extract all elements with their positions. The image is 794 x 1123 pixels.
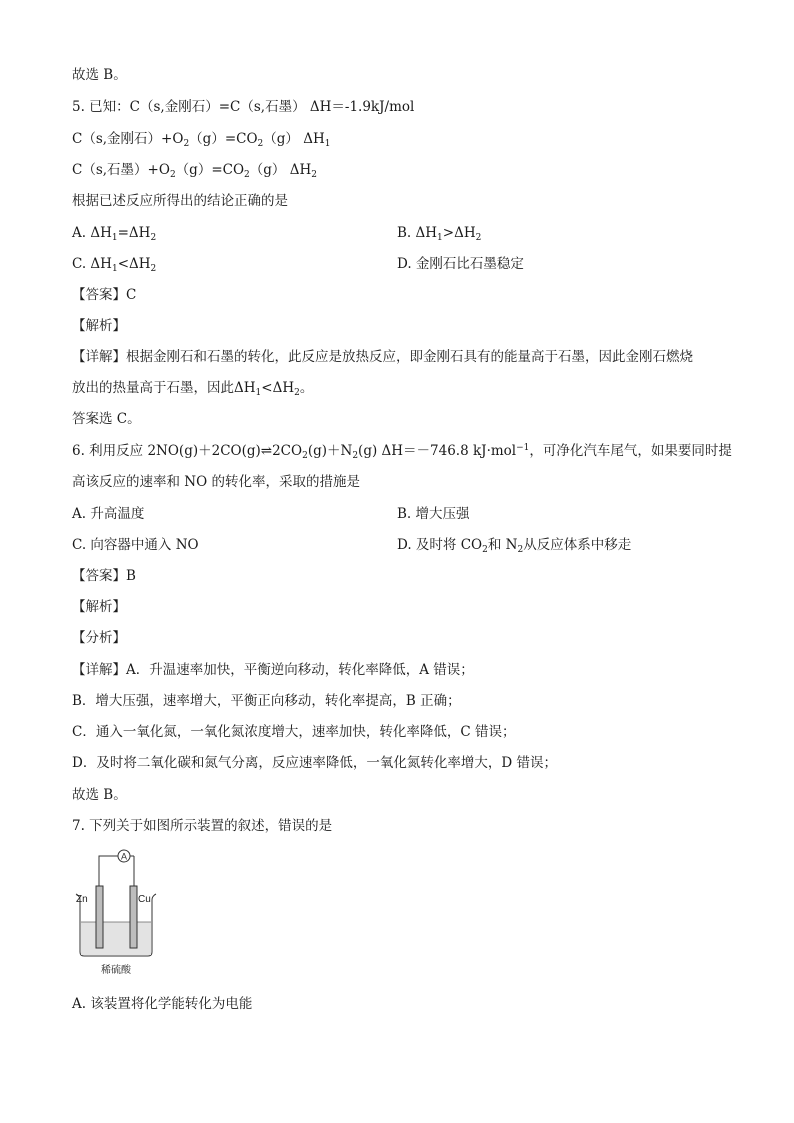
prev-answer-line: 故选 B。 (72, 67, 127, 83)
q6-option-c: C. 向容器中通入 NO (72, 537, 199, 553)
q6-analysis-heading: 【解析】 (72, 599, 126, 615)
q5-analysis-heading: 【解析】 (72, 318, 126, 334)
q6-detail-d: D．及时将二氧化碳和氮气分离，反应速率降低，一氧化氮转化率增大，D 错误； (72, 755, 557, 771)
solution-label: 稀硫酸 (101, 965, 131, 976)
q6-detail-c: C．通入一氧化氮，一氧化氮浓度增大，速率加快，转化率降低，C 错误； (72, 724, 516, 740)
q6-option-b: B. 增大压强 (397, 506, 470, 522)
q5-option-d: D. 金刚石比石墨稳定 (397, 256, 524, 272)
q6-answer: 【答案】B (72, 568, 136, 584)
q5-final-answer: 答案选 C。 (72, 411, 141, 427)
q6-fenxi-heading: 【分析】 (72, 630, 126, 646)
galvanic-cell-figure (72, 842, 162, 982)
q5-question: 根据已述反应所得出的结论正确的是 (72, 193, 288, 209)
zinc-electrode (96, 886, 103, 948)
cu-label: Cu (138, 894, 151, 905)
q6-stem-line-2: 高该反应的速率和 NO 的转化率，采取的措施是 (72, 474, 360, 490)
q5-option-a: A. $\Delta H_1=\Delta H_2$ (72, 225, 157, 243)
q6-option-d: D. 及时将 $CO_2$和 $N_2$从反应体系中移走 (397, 537, 632, 555)
ammeter-label: A (120, 851, 128, 862)
q5-stem: 5. 已知：C（s,金刚石）=C（s,石墨） ΔH＝-1.9kJ/mol (72, 99, 415, 115)
q5-option-c: C. $\Delta H_1<\Delta H_2$ (72, 256, 157, 274)
galvanic-cell-diagram (72, 842, 162, 982)
q7-option-a: A. 该装置将化学能转化为电能 (72, 996, 253, 1012)
q5-answer: 【答案】C (72, 287, 137, 303)
q5-equation-1: C（s,金刚石）$+O_2(g)=CO_2(g)$ $\Delta H_1$ (72, 131, 331, 149)
q6-option-a: A. 升高温度 (72, 506, 145, 522)
q5-option-b: B. $\Delta H_1>\Delta H_2$ (397, 225, 482, 243)
q7-stem: 7. 下列关于如图所示装置的叙述，错误的是 (72, 818, 333, 834)
q5-equation-2: C（s,石墨）$+O_2(g)=CO_2(g)$ $\Delta H_2$ (72, 162, 317, 180)
wire-left (99, 856, 118, 886)
copper-electrode (130, 886, 137, 948)
q6-stem-line-1: 6. 利用反应 $2NO(g)+2CO(g)\rightleftharpoons 2CO_2(g)+N_2(g)$ ΔH＝－746.8 kJ·mol$^{-1}$，可净化汽车尾气，如果要同时提 (72, 443, 732, 461)
q5-detail-line-1: 【详解】根据金刚石和石墨的转化，此反应是放热反应，即金刚石具有的能量高于石墨，因此金刚石燃烧 (72, 349, 693, 365)
q5-detail-line-2: 放出的热量高于石墨，因此$\Delta H_1<\Delta H_2$。 (72, 380, 314, 398)
q6-detail-a: 【详解】A．升温速率加快，平衡逆向移动，转化率降低，A 错误； (72, 662, 474, 678)
solution (81, 922, 151, 955)
q6-final-answer: 故选 B。 (72, 787, 127, 803)
zn-label: Zn (76, 894, 88, 905)
q6-detail-b: B．增大压强，速率增大，平衡正向移动，转化率提高，B 正确； (72, 693, 461, 709)
